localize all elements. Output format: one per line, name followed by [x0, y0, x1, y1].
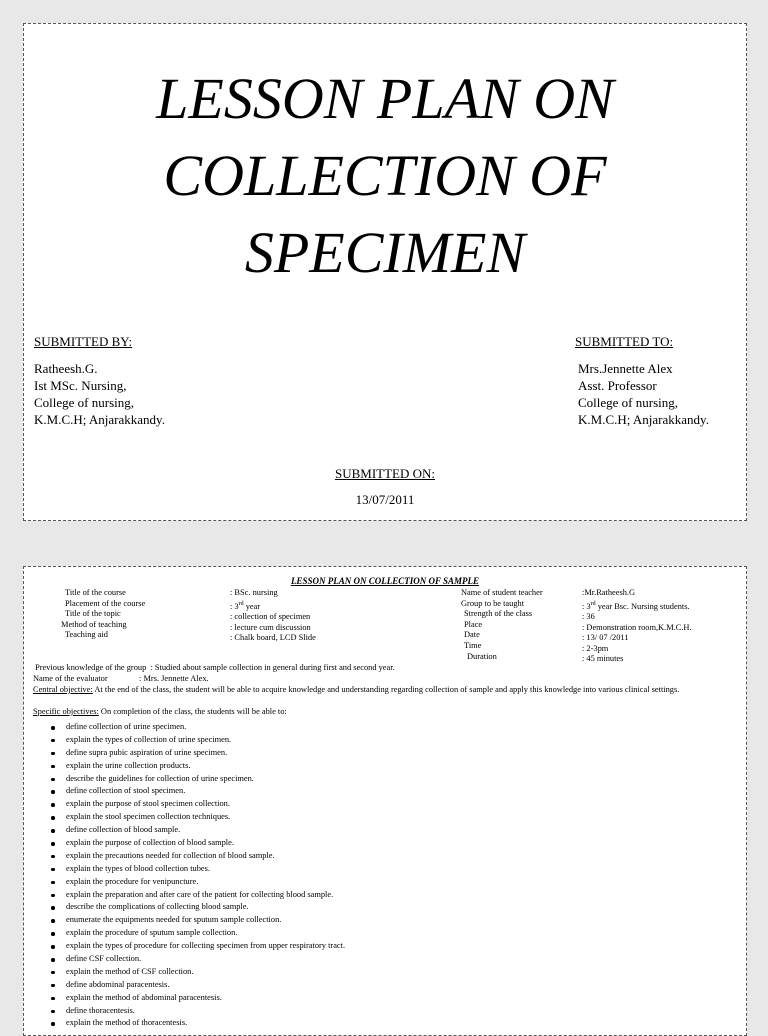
specific-objectives-text: On completion of the class, the students will be able to: — [98, 707, 287, 716]
submitted-by-line: College of nursing, — [34, 395, 135, 410]
teacher-info-values — [582, 588, 692, 665]
specific-objectives — [33, 707, 734, 718]
objective-item: explain the method of abdominal paracentesis. — [51, 992, 345, 1005]
objective-item: describe the guidelines for collection of urine specimen. — [51, 773, 345, 786]
info-label: Placement of the course — [65, 598, 146, 608]
info-value: : 2-3pm — [582, 643, 609, 653]
objective-item: define supra pubic aspiration of urine specimen. — [51, 747, 345, 760]
info-value: :Mr.Ratheesh.G — [582, 588, 636, 597]
submitted-by-line: K.M.C.H; Anjarakkandy. — [34, 412, 165, 427]
submitted-by-line: Ratheesh.G. — [34, 361, 98, 376]
submitted-to-block — [578, 360, 709, 428]
info-value: : 13/ 07 /2011 — [582, 633, 629, 643]
objective-item: explain the types of blood collection tubes. — [51, 863, 345, 876]
central-objective — [33, 685, 734, 696]
info-label: Name of student teacher — [461, 588, 543, 597]
info-value: : 3rd year Bsc. Nursing students. — [582, 600, 690, 611]
course-info-values — [230, 588, 316, 644]
objective-item: explain the method of thoracentesis. — [51, 1017, 345, 1030]
info-label: Time — [464, 640, 482, 650]
info-label: Duration — [467, 651, 497, 661]
info-value: : 3rd year — [230, 600, 261, 611]
course-info-labels — [61, 588, 146, 641]
previous-knowledge: Previous knowledge of the group : Studied about sample collection in general during first and second year. — [33, 663, 395, 672]
objective-item: explain the precautions needed for collection of blood sample. — [51, 850, 345, 863]
objective-item: describe the complications of collecting blood sample. — [51, 901, 345, 914]
submitted-on-heading — [24, 466, 746, 482]
info-value: : collection of specimen — [230, 611, 311, 621]
objectives-list — [51, 721, 345, 1030]
info-label: Date — [464, 630, 480, 640]
submitted-on-date: 13/07/2011 — [355, 492, 415, 507]
info-value: : Chalk board, LCD Slide — [230, 633, 316, 643]
objective-item: define collection of urine specimen. — [51, 721, 345, 734]
objective-item: explain the preparation and after care of the patient for collecting blood sample. — [51, 889, 345, 902]
objective-item: define CSF collection. — [51, 953, 345, 966]
objective-item: define thoracentesis. — [51, 1005, 345, 1018]
specific-objectives-label: Specific objectives: — [33, 707, 99, 716]
lesson-plan-page — [23, 566, 747, 1036]
info-label: Place — [464, 619, 483, 629]
objective-item: explain the stool specimen collection techniques. — [51, 811, 345, 824]
cover-title-line-2: COLLECTION OF — [163, 143, 607, 208]
cover-title-line-1: LESSON PLAN ON — [156, 66, 614, 131]
objective-item: explain the purpose of stool specimen collection. — [51, 798, 345, 811]
objective-item: define collection of stool specimen. — [51, 785, 345, 798]
teacher-info-labels — [461, 588, 543, 662]
central-objective-text: At the end of the class, the student will be able to acquire knowledge and understanding regarding collection of sample and apply this knowledge into various clinical settings. — [92, 685, 680, 694]
submitted-by-block — [34, 360, 165, 428]
info-value: : 45 minutes — [582, 654, 624, 664]
objective-item: explain the method of CSF collection. — [51, 966, 345, 979]
lesson-plan-title: LESSON PLAN ON COLLECTION OF SAMPLE — [290, 576, 480, 586]
info-value: : 36 — [582, 611, 595, 621]
objective-item: explain the urine collection products. — [51, 760, 345, 773]
objective-item: explain the purpose of collection of blood sample. — [51, 837, 345, 850]
objective-item: explain the procedure of sputum sample collection. — [51, 927, 345, 940]
submitted-to-heading: SUBMITTED TO: — [575, 334, 674, 349]
info-value: : lecture cum discussion — [230, 622, 311, 632]
objective-item: define collection of blood sample. — [51, 824, 345, 837]
objective-item: enumerate the equipments needed for sputum sample collection. — [51, 914, 345, 927]
submitted-by-line: Ist MSc. Nursing, — [34, 378, 127, 393]
info-label: Title of the course — [65, 588, 126, 597]
objective-item: define abdominal paracentesis. — [51, 979, 345, 992]
objective-item: explain the types of procedure for collecting specimen from upper respiratory tract. — [51, 940, 345, 953]
info-value: : BSc. nursing — [230, 588, 278, 597]
objective-item: explain the procedure for venipuncture. — [51, 876, 345, 889]
submitted-to-line: Mrs.Jennette Alex — [578, 361, 673, 376]
info-label: Group to be taught — [461, 598, 525, 608]
info-label: Teaching aid — [65, 630, 108, 640]
cover-title — [24, 60, 746, 291]
submitted-to-line: College of nursing, — [578, 395, 679, 410]
info-value: : Demonstration room,K.M.C.H. — [582, 622, 692, 632]
central-objective-label: Central objective: — [33, 685, 93, 694]
cover-page — [23, 23, 747, 521]
info-label: Strength of the class — [464, 609, 533, 619]
submitted-to-line: K.M.C.H; Anjarakkandy. — [578, 412, 709, 427]
info-label: Title of the topic — [65, 609, 121, 619]
evaluator: Name of the evaluator : Mrs. Jennette Alex. — [33, 674, 209, 683]
submitted-by-heading: SUBMITTED BY: — [34, 334, 133, 349]
info-label: Method of teaching — [61, 619, 127, 629]
objective-item: explain the types of collection of urine specimen. — [51, 734, 345, 747]
cover-title-line-3: SPECIMEN — [244, 220, 526, 285]
submitted-on-label: SUBMITTED ON: — [334, 466, 436, 481]
submitted-to-line: Asst. Professor — [578, 378, 657, 393]
